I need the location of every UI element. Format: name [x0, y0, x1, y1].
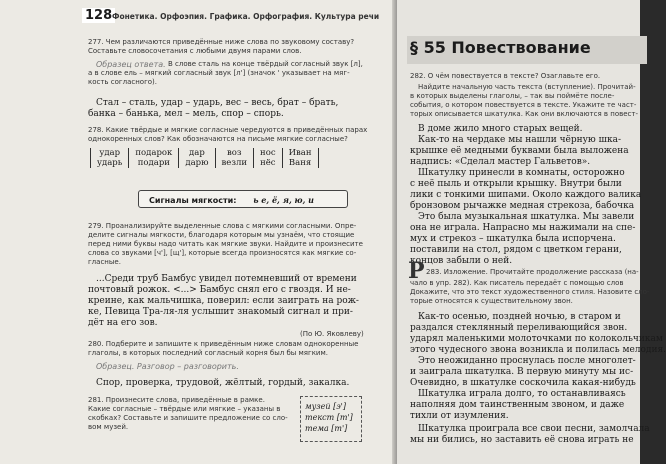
pair-word: ударь	[91, 158, 129, 168]
story-line: Шкатулку принесли в комнаты, осторожно	[418, 168, 625, 178]
story-line: мух и стрекоз – шкатулка была испорчена.	[410, 234, 616, 244]
story-line: почтовый рожок. <...> Бамбус снял его с гвоздя. И не-	[88, 285, 351, 295]
pair-word: подари	[129, 158, 179, 168]
ex277-line: 277. Чем различаются приведённые ниже слова по звуковому составу?	[88, 38, 355, 46]
ex278-line: однокоренных слов? Как обозначаются на письме мягкие согласные?	[88, 135, 348, 143]
story-line: дёт на его зов.	[88, 318, 158, 328]
ex279-line: слова со звуками [ч'], [щ'], которые всегда произносятся как мягкие со-	[88, 249, 357, 257]
story-line: Это была музыкальная шкатулка. Мы завели	[418, 212, 635, 222]
ex282-line: торых описывается шкатулка. Как они включаются в повест-	[410, 110, 638, 118]
pair-word: подарок	[129, 148, 179, 158]
story-line: Как-то осенью, поздней ночью, в старом и	[418, 312, 621, 322]
story-line: лики с тонкими шипами. Около каждого валика	[410, 190, 642, 200]
ex278-line: 278. Какие твёрдые и мягкие согласные чередуются в приведённых парах	[88, 126, 368, 134]
story-line: мы ни бились, но заставить её снова играть не	[410, 435, 634, 445]
ex283-line: 283. Изложение. Прочитайте продолжение рассказа (на-	[426, 268, 639, 276]
story-line: В доме жило много старых вещей.	[418, 124, 583, 134]
sample-line: В слове сталь на конце твёрдый согласный звук [л],	[168, 60, 363, 68]
ex281-line: скобках? Составьте и запишите предложение со сло-	[88, 414, 288, 422]
ex280-words: Спор, проверка, трудовой, жёлтый, гордый, закалка.	[96, 378, 350, 388]
ex281-line: 281. Произнесите слова, приведённые в рамке.	[88, 396, 265, 404]
alternation-table	[90, 148, 319, 168]
page-number: 128	[82, 8, 115, 23]
story-line: наполняя дом таинственным звоном, и даже	[410, 400, 625, 410]
ex283-line: торые относятся к существительному звон.	[410, 297, 573, 305]
pair-word: Ваня	[282, 158, 318, 168]
story-line: Шкатулка играла долго, то останавливаясь	[418, 389, 626, 399]
story-line: ке, Певица Тра-ля-ля услышит знакомый сигнал и при-	[88, 307, 353, 317]
story-line: поставили на стол, рядом с цветком герани,	[410, 245, 622, 255]
word-frame	[300, 396, 362, 442]
story-line: этого чудесного звона возникла и полилась мелодия.	[410, 345, 666, 355]
ex280-sample: Образец. Разговор – разговорить.	[96, 362, 239, 371]
story-line: она не играла. Напрасно мы нажимали на спе-	[410, 223, 636, 233]
frame-word: музей [э']	[305, 402, 346, 411]
sample-label: Образец ответа.	[96, 60, 166, 69]
story-line: тихли от изумления.	[410, 411, 509, 421]
ex282-line: в которых выделены глаголы, – так вы поймёте после-	[410, 92, 615, 100]
frame-word: текст [т']	[305, 413, 353, 422]
story-line: Очевидно, в шкатулке соскочила какая-нибудь	[410, 378, 636, 388]
signals-label: Сигналы мягкости:	[149, 196, 237, 205]
story-line: ударял маленькими молоточками по колокольчикам	[410, 334, 663, 344]
pair-word: нёс	[254, 158, 283, 168]
pair-word: дар	[179, 148, 215, 158]
ex282-line: Найдите начальную часть текста (вступление). Прочитай-	[418, 83, 636, 91]
speech-badge: P	[408, 258, 425, 284]
story-line: Это неожиданно проснулась после многолет-	[418, 356, 636, 366]
word-pairs-line: Стал – сталь, удар – ударь, вес – весь, брат – брать,	[96, 98, 339, 108]
ex277-line: Составьте словосочетания с любыми двумя парами слов.	[88, 47, 302, 55]
ex283-line: Докажите, что это текст художественного стиля. Назовите сло-	[410, 288, 650, 296]
story-line: и заиграла шкатулка. В первую минуту мы ис-	[410, 367, 634, 377]
ex279-line: перед ними буквы надо читать как мягкие звуки. Найдите и произнесите	[88, 240, 363, 248]
ex281-line: вом музей.	[88, 423, 129, 431]
author-credit: (По Ю. Яковлеву)	[300, 330, 364, 338]
softness-signals-box	[138, 190, 348, 208]
story-line: Как-то на чердаке мы нашли чёрную шка-	[418, 135, 621, 145]
ex281-line: Какие согласные – твёрдые или мягкие – указаны в	[88, 405, 281, 413]
story-line: ...Среди труб Бамбус увидел потемневший от времени	[96, 274, 357, 284]
word-pairs-line: банка – банька, мел – мель, спор – спорь.	[88, 109, 284, 119]
pair-word: воз	[215, 148, 254, 158]
story-line: концов забыли о ней.	[410, 256, 513, 266]
story-line: крышке её медными буквами была выложена	[410, 146, 629, 156]
frame-word: тема [т']	[305, 424, 348, 433]
pair-word: дарю	[179, 158, 215, 168]
pair-word: Иван	[282, 148, 318, 158]
signals-values: ь е, ё, я, ю, и	[253, 195, 314, 205]
ex279-line: 279. Проанализируйте выделенные слова с мягкими согласными. Опре-	[88, 222, 357, 230]
running-header: Фонетика. Орфоэпия. Графика. Орфография. Культура речи	[112, 12, 380, 21]
ex280-line: 280. Подберите и запишите к приведённым ниже словам однокоренные	[88, 340, 359, 348]
sample-line: кость согласного).	[88, 78, 157, 86]
section-title: § 55 Повествование	[410, 38, 591, 57]
ex279-line: гласные.	[88, 258, 121, 266]
story-line: надпись: «Сделал мастер Гальветов».	[410, 157, 591, 167]
pair-word: нос	[254, 148, 283, 158]
ex282-line: события, о котором повествуется в тексте. Укажите те част-	[410, 101, 637, 109]
story-line: креине, как мальчишка, поверил: если заиграть на рож-	[88, 296, 359, 306]
ex283-line: чало в упр. 282). Как писатель передаёт с помощью слов	[410, 279, 624, 287]
sample-line: а в слове ель – мягкий согласный звук [л'] (значок ' указывает на мяг-	[88, 69, 350, 77]
ex279-line: делите сигналы мягкости, благодаря которым мы узнаём, что стоящие	[88, 231, 355, 239]
pair-word: везли	[215, 158, 254, 168]
ex282-line: 282. О чём повествуется в тексте? Озаглавьте его.	[410, 72, 601, 80]
story-line: с неё пыль и открыли крышку. Внутри были	[410, 179, 622, 189]
story-line: Шкатулка проиграла все свои песни, замолчала	[418, 424, 650, 434]
ex280-line: глаголы, в которых последний согласный корня был бы мягким.	[88, 349, 328, 357]
story-line: бронзовом рычажке медная стрекоза, бабочка	[410, 201, 635, 211]
pair-word: удар	[91, 148, 129, 158]
story-line: раздался стеклянный переливающийся звон.	[410, 323, 628, 333]
